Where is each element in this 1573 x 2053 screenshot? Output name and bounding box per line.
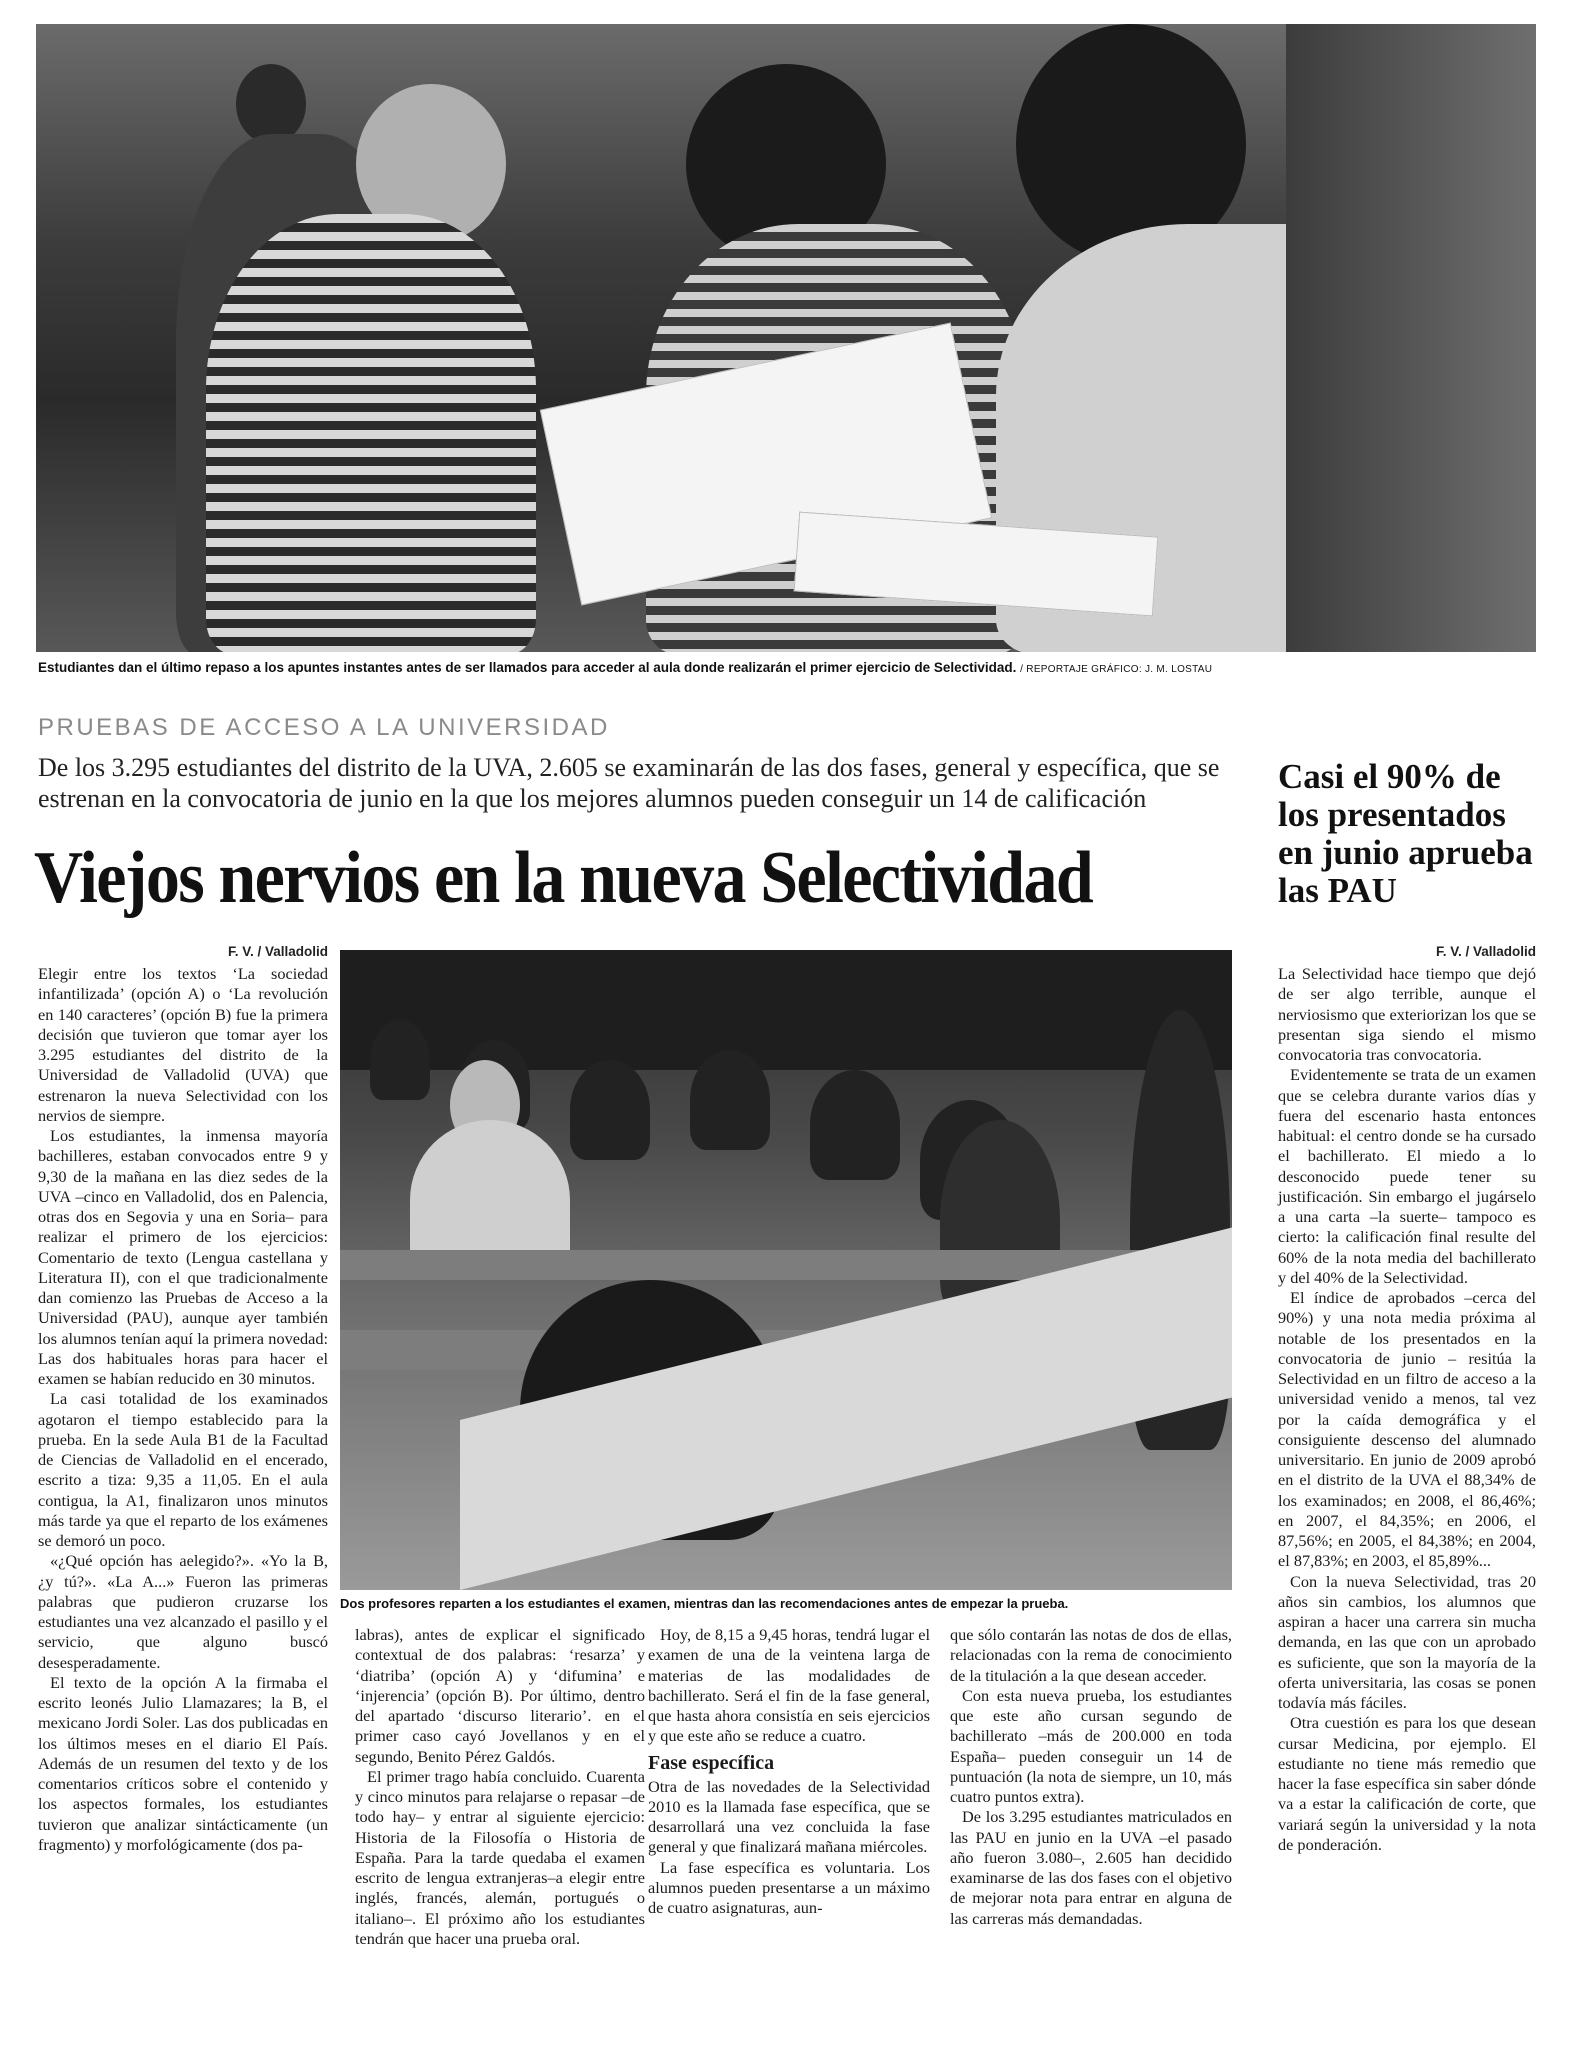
paragraph: La Selectividad hace tiempo que dejó de ser algo terrible, aunque el nerviosismo que exteriorizan los que se presentan siga siendo el mismo convocatoria tras convocatoria.: [1278, 964, 1536, 1064]
paragraph: La fase específica es voluntaria. Los alumnos pueden presentarse a un máximo de cuatro asignaturas, aun-: [648, 1857, 930, 1917]
top-photo-caption: [38, 660, 1212, 675]
paragraph: Otra de las novedades de la Selectividad 2010 es la llamada fase específica, que se desarrollará una vez concluida la fase general y que finalizará mañana miércoles.: [648, 1776, 930, 1857]
paragraph: De los 3.295 estudiantes matriculados en las PAU en junio en la UVA –el pasado año fueron 3.080–, 2.605 han decidido examinarse de las dos fases con el objetivo de mejorar nota para entrar en alguna de las carreras más demandadas.: [950, 1807, 1232, 1928]
paragraph: «¿Qué opción has aelegido?». «Yo la B, ¿y tú?». «La A...» Fueron las primeras palabras que pudieron cruzarse los estudiantes una vez alcanzado el pasillo y el servicio, que alguno buscó desesperadamente.: [38, 1551, 328, 1672]
sidebar-byline: F. V. / Valladolid: [1435, 944, 1536, 959]
article-column-1: [38, 964, 328, 1855]
paragraph: Elegir entre los textos ‘La sociedad infantilizada’ (opción A) o ‘La revolución en 140 caracteres’ (opción B) fue la primera decisión que tuvieron que tomar ayer los 3.295 estudiantes del distrito de la Universidad de Valladolid (UVA) que estrenaron la nueva Selectividad con los nervios de siempre.: [38, 964, 328, 1125]
article-column-4: [950, 1625, 1232, 1929]
paragraph: Con la nueva Selectividad, tras 20 años sin cambios, los alumnos que aspiran a hacer una carrera sin mucha demanda, en las que con un aprobado es suficiente, que son la mayoría de la oferta universitaria, las cosas se ponen todavía más fáciles.: [1278, 1571, 1536, 1712]
paragraph: Los estudiantes, la inmensa mayoría bachilleres, estaban convocados entre 9 y 9,30 de la mañana en las diez sedes de la UVA –cinco en Valladolid, dos en Palencia, otras dos en Segovia y una en Soria– para realizar el primero de los ejercicios: Comentario de texto (Lengua castellana y Literatura II), con el que tradicionalmente dan comienzo las Pruebas de Acceso a la Universidad (PAU), aunque ayer también los alumnos tenían aquí la primera novedad: Las dos habituales horas para hacer el examen se habían reducido en 30 minutos.: [38, 1126, 328, 1388]
sidebar-column: [1278, 964, 1536, 1855]
paragraph: que sólo contarán las notas de dos de ellas, relacionadas con la rema de conocimiento de la titulación a la que desean acceder.: [950, 1625, 1232, 1685]
article-headline: Viejos nervios en la nueva Selectividad: [34, 837, 1093, 919]
paragraph: labras), antes de explicar el significado contextual de dos palabras: ‘resarza’ y ‘diatriba’ (opción A) y ‘difumina’ e ‘injerencia’ (opción B). Por último, dentro del apartado ‘discurso literario’. en el primer caso cayó Jovellanos y en el segundo, Benito Pérez Galdós.: [355, 1625, 645, 1766]
classroom-caption: Dos profesores reparten a los estudiantes el examen, mientras dan las recomendaciones antes de empezar la prueba.: [340, 1596, 1069, 1611]
top-photo: [36, 24, 1536, 652]
paragraph: Otra cuestión es para los que desean cursar Medicina, por ejemplo. El estudiante no tiene más remedio que hacer la fase específica sin saber dónde va a estar la calificación de corte, que variará según la universidad y la nota de ponderación.: [1278, 1713, 1536, 1854]
student-figure: [570, 1060, 650, 1160]
student-figure: [690, 1050, 770, 1150]
student-figure: [370, 1020, 430, 1100]
paragraph: Evidentemente se trata de un examen que se celebra durante varios días y fuera del escenario hasta entonces habitual: el centro donde se ha cursado el bachillerato. El miedo a lo desconocido puede tener su justificación. Sin embargo el jugárselo a una carta –la suerte– tampoco es cierto: la calificación final resulte del 60% de la nota media del bachillerato y del 40% de la Selectividad.: [1278, 1065, 1536, 1287]
article-column-3: [648, 1625, 930, 1918]
desk-exam: [460, 1228, 1232, 1590]
section-heading: Fase específica: [648, 1751, 775, 1774]
paragraph: Con esta nueva prueba, los estudiantes que este año cursan segundo de bachillerato –más de 200.000 en toda España– pueden conseguir un 14 de puntuación (la nota de siempre, un 10, más cuatro puntos extra).: [950, 1685, 1232, 1806]
student-figure: [810, 1070, 900, 1180]
paragraph: Hoy, de 8,15 a 9,45 horas, tendrá lugar el examen de una de la veintena larga de materias de las modalidades de bachillerato. Será el fin de la fase general, que hasta ahora consistía en seis ejercicios y que este año se reduce a cuatro.: [648, 1625, 930, 1746]
classroom-photo: [340, 950, 1232, 1590]
article-subhead: De los 3.295 estudiantes del distrito de la UVA, 2.605 se examinarán de las dos fases, general y específica, que se estrenan en la convocatoria de junio en la que los mejores alumnos pueden conseguir un 14 de calificación: [38, 753, 1220, 813]
paragraph: El índice de aprobados –cerca del 90%) y una nota media próxima al notable de los presentados en la convocatoria de junio – resitúa la Selectividad en un filtro de acceso a la universidad venido a menos, tal vez por la caída demográfica y el consiguiente descenso del alumnado universitario. En junio de 2009 aprobó en el distrito de la UVA el 88,34% de los examinados; en 2008, el 86,46%; en 2007, el 84,35%; en 2006, el 87,56%; en 2005, el 84,38%; en 2004, el 87,83%; en 2003, el 85,89%...: [1278, 1288, 1536, 1571]
student-figure: [236, 64, 306, 144]
door-background: [1286, 24, 1536, 652]
article-column-2: [355, 1625, 645, 1949]
caption-text: Estudiantes dan el último repaso a los apuntes instantes antes de ser llamados para acceder al aula donde realizarán el primer ejercicio de Selectividad.: [38, 660, 1017, 675]
paragraph: El primer trago había concluido. Cuarenta y cinco minutos para relajarse o repasar –de todo hay– y entrar al siguiente ejercicio: Historia de la Filosofía o Historia de España. Para la tarde quedaba el examen escrito de lengua extranjeras–a elegir entre inglés, francés, alemán, portugués o italiano–. El próximo año los estudiantes tendrán que hacer una prueba oral.: [355, 1766, 645, 1948]
photo-credit: / REPORTAJE GRÁFICO: J. M. LOSTAU: [1020, 664, 1213, 675]
paragraph: El texto de la opción A la firmaba el escrito leonés Julio Llamazares; la B, el mexicano Jordi Soler. Las dos publicadas en los últimos meses en el diario El País. Además de un resumen del texto y de los comentarios críticos sobre el contenido y los aspectos formales, los estudiantes tuvieron que analizar sintácticamente (un fragmento) y morfológicamente (dos pa-: [38, 1672, 328, 1854]
student-figure: [206, 214, 536, 652]
article-byline: F. V. / Valladolid: [227, 944, 328, 959]
section-kicker: PRUEBAS DE ACCESO A LA UNIVERSIDAD: [38, 714, 610, 741]
paragraph: La casi totalidad de los examinados agotaron el tiempo establecido para la prueba. En la sede Aula B1 de la Facultad de Ciencias de Valladolid en el encerado, escrito a tiza: 9,35 a 11,05. En el aula contigua, la A1, finalizaron unos minutos más tarde ya que el reparto de los exámenes se demoró un poco.: [38, 1389, 328, 1550]
sidebar-headline: Casi el 90% de los presentados en junio aprueba las PAU: [1278, 757, 1533, 910]
